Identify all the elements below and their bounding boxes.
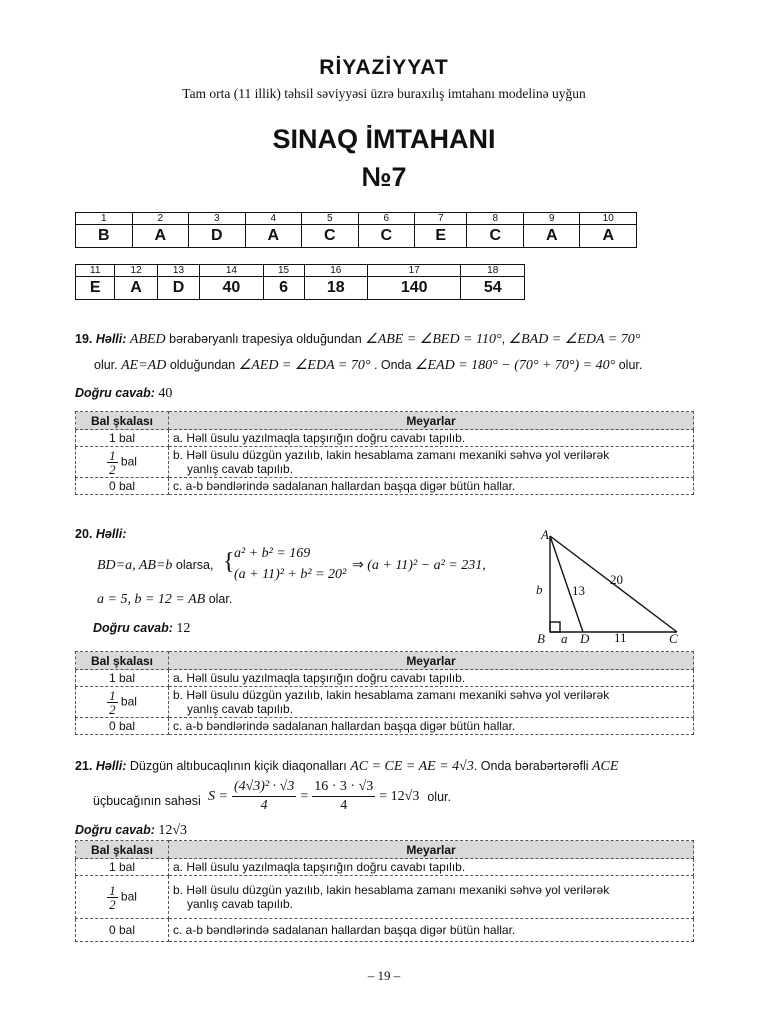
answer-cell: C (302, 225, 359, 248)
answer-value: 12√3 (158, 823, 188, 838)
text-fragment: Düzgün altıbucaqlının kiçik diaqonalları (129, 759, 347, 773)
answer-cell: A (115, 277, 157, 300)
subject-title: RİYAZİYYAT (319, 56, 449, 79)
solution-label: Həlli: (95, 759, 127, 773)
problem-19-line-1: 19. Həlli: ABED bərabəryanlı trapesiya olduğundan ∠ABE = ∠BED = 110°, ∠BAD = ∠EDA = 70° (75, 332, 641, 347)
side-label: 11 (614, 630, 627, 645)
math-expr: ∠ABE = ∠BED = 110° (365, 332, 502, 347)
vertex-label: B (537, 631, 545, 646)
grading-table-20 (75, 651, 694, 735)
score-cell: 1 bal (76, 670, 169, 687)
answer-label: Doğru cavab: (75, 823, 155, 837)
question-number: 10 (580, 213, 637, 225)
system-equation-2: (a + 11)² + b² = 20² (234, 567, 347, 582)
question-number: 1 (76, 213, 133, 225)
question-number: 11 (76, 265, 115, 277)
criteria-cell: a. Həll üsulu yazılmaqla tapşırığın doğru cavabı tapılıb. (169, 859, 694, 876)
answer-cell: 40 (200, 277, 263, 300)
criteria-cell: c. a-b bəndlərində sadalanan hallardan başqa digər bütün hallar. (169, 478, 694, 495)
problem-21-answer (75, 821, 187, 840)
exam-title: SINAQ İMTAHANI (272, 124, 496, 154)
vertex-label: A (541, 527, 549, 542)
right-angle-mark (550, 622, 560, 632)
answer-cell: C (358, 225, 415, 248)
criteria-cell: a. Həll üsulu yazılmaqla tapşırığın doğru cavabı tapılıb. (169, 670, 694, 687)
answer-cell: 18 (304, 277, 367, 300)
criteria-cell: b. Həll üsulu düzgün yazılıb, lakin hesablama zamanı mexaniki səhvə yol verilərək yanlış cavab tapılıb. (169, 876, 694, 919)
score-cell: 0 bal (76, 718, 169, 735)
math-expr: ABED (129, 332, 166, 347)
answer-cell: E (415, 225, 467, 248)
grading-table-19 (75, 411, 694, 495)
text-fragment: olar. (208, 592, 233, 606)
problem-number: 19 (75, 332, 89, 346)
answer-cell: 140 (367, 277, 461, 300)
side-label: 20 (610, 572, 623, 587)
subtitle: Tam orta (11 illik) təhsil səviyyəsi üzrə buraxılış imtahanı modelinə uyğun (182, 86, 586, 101)
problem-21-line-1: 21. Həlli: Düzgün altıbucaqlının kiçik diaqonalları AC = CE = AE = 4√3. Onda bərabərtərəfli ACE (75, 759, 619, 774)
score-cell-half: $\frac{1}{2}$ bal (76, 447, 169, 478)
criteria-header: Meyarlar (169, 652, 694, 670)
criteria-cell: b. Həll üsulu düzgün yazılıb, lakin hesablama zamanı mexaniki səhvə yol verilərək yanlış cavab tapılıb. (169, 687, 694, 718)
answer-cell: D (189, 225, 246, 248)
question-number: 15 (263, 265, 304, 277)
question-number: 9 (523, 213, 580, 225)
math-expr: ∠EAD = 180° − (70° + 70°) = 40° (414, 358, 616, 373)
question-number: 16 (304, 265, 367, 277)
answer-cell: A (523, 225, 580, 248)
exam-number: №7 (361, 162, 407, 192)
criteria-cell: a. Həll üsulu yazılmaqla tapşırığın doğru cavabı tapılıb. (169, 430, 694, 447)
question-number: 12 (115, 265, 157, 277)
side-label: 13 (572, 583, 585, 598)
answer-cell: D (157, 277, 199, 300)
problem-number: 20 (75, 527, 89, 541)
score-header: Bal şkalası (76, 412, 169, 430)
problem-number: 21 (75, 759, 89, 773)
problem-20-line-1 (97, 556, 213, 575)
triangle-figure (525, 526, 695, 648)
page-number: – 19 – (367, 968, 401, 983)
question-number: 2 (132, 213, 189, 225)
question-number: 13 (157, 265, 199, 277)
criteria-cell: c. a-b bəndlərində sadalanan hallardan başqa digər bütün hallar. (169, 919, 694, 942)
system-equation-1: a² + b² = 169 (234, 546, 311, 561)
fraction-1: $\frac{\text{(4√3)² · √3}}{4}$ (233, 779, 295, 813)
problem-21-line-2 (93, 792, 201, 810)
problem-20-heading: 20. Həlli: (75, 527, 127, 541)
solution-label: Həlli: (95, 527, 127, 541)
criteria-header: Meyarlar (169, 841, 694, 859)
math-expr: ACE (591, 759, 619, 774)
answer-cell: 54 (461, 277, 525, 300)
text-fragment: üçbucağının sahəsi (93, 794, 201, 808)
score-cell: 1 bal (76, 859, 169, 876)
score-cell: 1 bal (76, 430, 169, 447)
criteria-cell: b. Həll üsulu düzgün yazılıb, lakin hesablama zamanı mexaniki səhvə yol verilərək yanlış cavab tapılıb. (169, 447, 694, 478)
answer-cell: 6 (263, 277, 304, 300)
answer-value: 40 (158, 386, 173, 401)
question-number: 7 (415, 213, 467, 225)
score-cell-half: $\frac{1}{2}$ bal (76, 687, 169, 718)
score-cell-half: $\frac{1}{2}$ bal (76, 876, 169, 919)
answer-value: 12 (176, 621, 191, 636)
text-fragment: bərabəryanlı trapesiya olduğundan (169, 332, 362, 346)
question-number: 3 (189, 213, 246, 225)
math-expr: AC = CE = AE = 4√3 (350, 759, 474, 774)
answer-cell: A (245, 225, 302, 248)
answer-cell: B (76, 225, 133, 248)
answer-key-table-2 (75, 264, 525, 300)
text-fragment: . Onda (373, 358, 412, 372)
question-number: 17 (367, 265, 461, 277)
answer-cell: E (76, 277, 115, 300)
problem-19-line-2 (94, 356, 642, 375)
text-fragment: olur. (94, 358, 118, 372)
text-fragment: olur. (618, 358, 643, 372)
solution-label: Həlli: (95, 332, 127, 346)
text-fragment: , (501, 332, 506, 346)
math-expr: ∠BAD = ∠EDA = 70° (508, 332, 641, 347)
text-fragment: . Onda bərabərtərəfli (473, 759, 589, 773)
side-label: a (561, 631, 568, 646)
question-number: 18 (461, 265, 525, 277)
math-expr: a = 5, b = 12 = AB (97, 592, 206, 607)
answer-cell: A (132, 225, 189, 248)
answer-cell: A (580, 225, 637, 248)
system-brace: { (223, 549, 235, 575)
problem-19-answer (75, 384, 172, 403)
text-fragment: olarsa, (175, 558, 214, 572)
problem-20-line-3 (97, 590, 232, 609)
math-expr: BD=a, AB=b (97, 558, 173, 573)
question-number: 6 (358, 213, 415, 225)
criteria-cell: c. a-b bəndlərində sadalanan hallardan başqa digər bütün hallar. (169, 718, 694, 735)
question-number: 14 (200, 265, 263, 277)
answer-key-table-1 (75, 212, 637, 248)
answer-label: Doğru cavab: (75, 386, 155, 400)
answer-cell: C (467, 225, 524, 248)
criteria-header: Meyarlar (169, 412, 694, 430)
question-number: 8 (467, 213, 524, 225)
problem-20-derivation: ⇒ (a + 11)² − a² = 231, (352, 558, 486, 573)
math-expr: ∠AED = ∠EDA = 70° (238, 358, 371, 373)
score-cell: 0 bal (76, 478, 169, 495)
fraction-2: $\frac{16 \cdot 3 \cdot √3}{4}$ (314, 779, 374, 813)
question-number: 5 (302, 213, 359, 225)
math-expr: AE=AD (121, 358, 167, 373)
vertex-label: C (669, 631, 678, 646)
score-header: Bal şkalası (76, 841, 169, 859)
score-cell: 0 bal (76, 919, 169, 942)
grading-table-21 (75, 840, 694, 942)
problem-20-answer (93, 619, 190, 638)
answer-label: Doğru cavab: (93, 621, 173, 635)
question-number: 4 (245, 213, 302, 225)
score-header: Bal şkalası (76, 652, 169, 670)
text-fragment: olduğundan (169, 358, 236, 372)
area-formula: S = $\frac{\text{(4√3)² · √3}}{4}$ = $\frac{16 \cdot 3 \cdot √3}{4}$ = 12√3 olur. (208, 779, 451, 813)
vertex-label: D (580, 631, 590, 646)
side-label: b (536, 582, 543, 597)
